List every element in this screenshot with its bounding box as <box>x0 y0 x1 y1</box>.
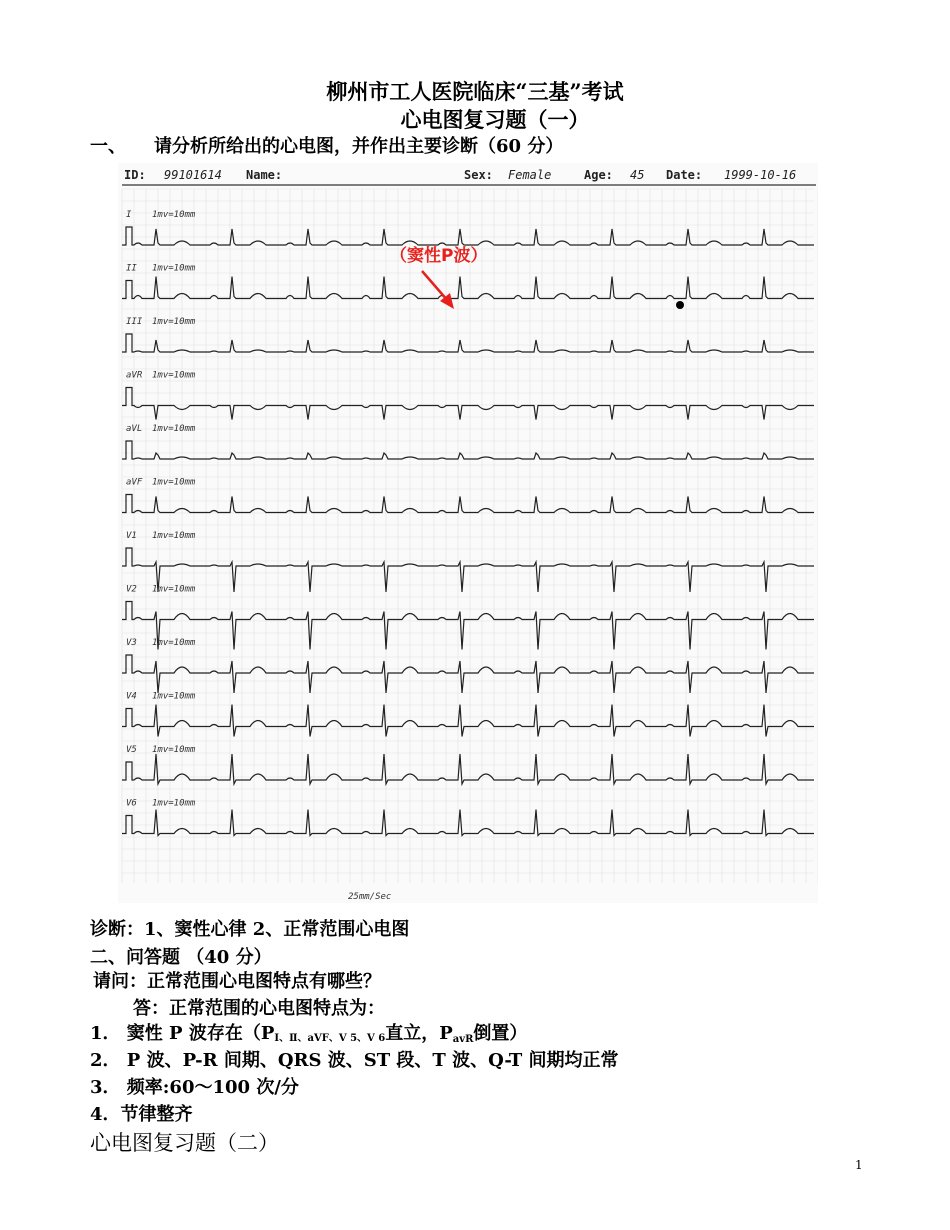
lead-label: V2 <box>126 584 137 595</box>
ecg-sex-value: Female <box>508 168 552 182</box>
lead-calibration-label: 1mv=10mm <box>152 531 196 541</box>
answer-item-2: 2． P 波、P-R 间期、QRS 波、ST 段、T 波、Q-T 间期均正常 <box>90 1050 619 1071</box>
lead-label: V5 <box>126 745 137 755</box>
item1-suffix: 倒置） <box>473 1023 528 1044</box>
ecg-speed: 25mm/Sec <box>348 892 392 902</box>
lead-label: II <box>126 263 137 274</box>
lead-calibration-label: 1mv=10mm <box>152 798 196 809</box>
ecg-date-label: Date: <box>666 168 703 182</box>
lead-calibration-label: 1mv=10mm <box>152 317 196 327</box>
lead-label: aVL <box>126 424 143 434</box>
ecg-age-value: 45 <box>630 168 645 182</box>
lead-label: aVR <box>126 370 143 381</box>
section-1-number: 一、 <box>90 136 126 157</box>
item1-prefix: 1． 窦性 P 波存在（P <box>90 1023 275 1044</box>
ecg-image <box>118 163 818 903</box>
lead-calibration-label: 1mv=10mm <box>152 210 196 220</box>
ecg-marker-dot <box>676 301 684 309</box>
lead-label: V4 <box>126 691 137 702</box>
section-2-heading: 二、问答题 （40 分） <box>90 947 272 968</box>
ecg-age-label: Age: <box>584 168 613 182</box>
answer-item-3: 3． 频率:60～100 次/分 <box>90 1077 299 1098</box>
ecg-id-label: ID: <box>124 168 146 182</box>
section-heading-2: 心电图复习题（二） <box>90 1131 279 1155</box>
lead-label: V3 <box>126 638 137 648</box>
answer-intro: 答：正常范围的心电图特点为： <box>133 998 385 1019</box>
lead-calibration-label: 1mv=10mm <box>152 263 196 274</box>
answer-item-4: 4．节律整齐 <box>90 1104 193 1125</box>
lead-calibration-label: 1mv=10mm <box>152 638 196 648</box>
lead-calibration-label: 1mv=10mm <box>152 691 196 702</box>
p-wave-annotation: （窦性P波） <box>390 246 488 266</box>
ecg-name-label: Name: <box>246 168 283 182</box>
section-1-heading <box>90 132 563 158</box>
question: 请问：正常范围心电图特点有哪些？ <box>93 971 381 992</box>
diagnosis: 诊断：1、窦性心律 2、正常范围心电图 <box>90 919 410 940</box>
ecg-date-value: 1999-10-16 <box>724 168 797 182</box>
lead-label: III <box>126 317 143 327</box>
lead-calibration-label: 1mv=10mm <box>152 477 196 488</box>
item1-sub-leads: Ⅰ、Ⅱ、aVF、V 5、V 6 <box>274 1033 386 1044</box>
lead-label: I <box>126 210 132 220</box>
section-1-text: 请分析所给出的心电图，并作出主要诊断（60 分） <box>154 136 564 157</box>
lead-calibration-label: 1mv=10mm <box>152 745 196 755</box>
item1-mid: 直立，P <box>385 1023 453 1044</box>
title-line-2: 心电图复习题（一） <box>400 107 590 132</box>
lead-calibration-label: 1mv=10mm <box>152 424 196 434</box>
page-number: 1 <box>855 1158 863 1172</box>
lead-calibration-label: 1mv=10mm <box>152 584 196 595</box>
lead-label: aVF <box>126 477 143 488</box>
answer-item-1 <box>90 1019 527 1045</box>
lead-calibration-label: 1mv=10mm <box>152 370 196 381</box>
item1-sub-avr: avR <box>452 1034 474 1045</box>
ecg-sex-label: Sex: <box>464 168 493 182</box>
title-line-1: 柳州市工人医院临床“三基”考试 <box>326 79 624 104</box>
lead-label: V6 <box>126 798 137 809</box>
lead-label: V1 <box>126 531 137 541</box>
ecg-id-value: 99101614 <box>164 168 222 182</box>
